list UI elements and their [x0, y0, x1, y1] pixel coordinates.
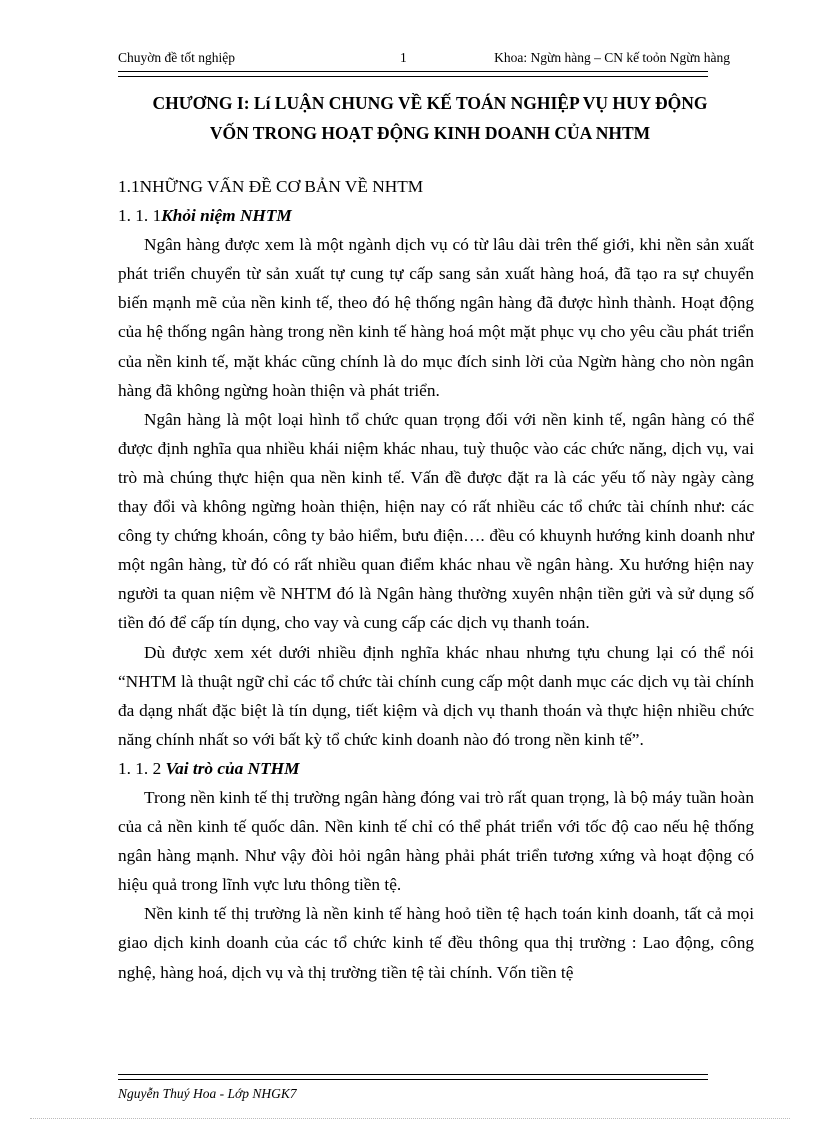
chapter-title-line2: VỐN TRONG HOẠT ĐỘNG KINH DOANH CỦA NHTM [209, 123, 651, 143]
subsection-heading-2 [118, 754, 754, 783]
header-divider [118, 71, 708, 77]
header-right: Khoa: Ngừn hàng – CN kế toỏn Ngừn hàng [494, 50, 730, 65]
page-footer: Nguyễn Thuý Hoa - Lớp NHGK7 [118, 1086, 297, 1101]
subsection-number: 1. 1. 2 [118, 758, 162, 778]
subsection-number: 1. 1. 1 [118, 206, 162, 226]
page-edge-dotted-line [30, 1118, 790, 1119]
paragraph: Ngân hàng được xem là một ngành dịch vụ có từ lâu dài trên thế giới, khi nền sản xuất phát triển chuyển từ sản xuất tự cung tự cấp sang sản xuất hàng hoá, đã tạo ra sự chuyển biến mạnh mẽ của nền kinh tế, theo đó hệ thống ngân hàng đã được hình thành. Hoạt động của hệ thống ngân hàng trong nền kinh tế hàng hoá một mặt phục vụ cho yêu cầu phát triển của nền kinh tế, mặt khác cũng chính là do mục đích sinh lời của Ngừn hàng cho nòn ngân hàng đã không ngừng hoàn thiện và phát triển. [118, 235, 754, 400]
chapter-title [100, 88, 760, 148]
subsection-title: Khỏi niệm NHTM [161, 206, 292, 226]
page-header [118, 50, 738, 68]
document-body [118, 172, 754, 987]
header-left: Chuyờn đề tốt nghiệp [118, 50, 236, 65]
paragraph: Dù được xem xét dưới nhiều định nghĩa khác nhau nhưng tựu chung lại có thể nói “NHTM là thuật ngữ chỉ các tổ chức tài chính cung cấp một danh mục các dịch vụ tài chính đa dạng nhất đặc biệt là tín dụng, tiết kiệm và dịch vụ thanh thoán và thực hiện nhiều chức năng chính nhất so với bất kỳ tổ chức kinh doanh nào đó trong nền kinh tế”. [118, 642, 754, 749]
paragraph: Nền kinh tế thị trường là nền kinh tế hàng hoỏ tiền tệ hạch toán kinh doanh, tất cả mọi giao dịch kinh doanh của các tổ chức kinh tế đều thông qua thị trường : Lao động, công nghệ, hàng hoá, dịch vụ và thị trường tiền tệ tài chính. Vốn tiền tệ [118, 904, 754, 982]
subsection-heading-1 [118, 201, 754, 230]
footer-divider [118, 1074, 708, 1080]
section-heading: 1.1NHỮNG VẤN ĐỀ CƠ BẢN VỀ NHTM [118, 177, 424, 196]
subsection-title: Vai trò của NTHM [165, 758, 300, 778]
paragraph: Ngân hàng là một loại hình tổ chức quan trọng đối với nền kinh tế, ngân hàng có thể được định nghĩa qua nhiều khái niệm khác nhau, tuỳ thuộc vào các chức năng, dịch vụ, vai trò mà chúng thực hiện qua nền kinh tế. Vấn đề được đặt ra là các yếu tố này ngày càng thay đổi và không ngừng hoàn thiện, hiện nay có rất nhiều các tổ chức tài chính như: các công ty chứng khoán, công ty bảo hiểm, bưu điện…. đều có khuynh hướng kinh doanh như một ngân hàng, từ đó có rất nhiều quan điểm khác nhau về ngân hàng. Xu hướng hiện nay người ta quan niệm về NHTM đó là Ngân hàng thường xuyên nhận tiền gửi và sử dụng số tiền đó để cấp tín dụng, cho vay và cung cấp các dịch vụ thanh toán. [118, 409, 754, 633]
chapter-title-line1: CHƯƠNG I: Lí LUẬN CHUNG VỀ KẾ TOÁN NGHIỆP VỤ HUY ĐỘNG [152, 93, 708, 113]
paragraph: Trong nền kinh tế thị trường ngân hàng đóng vai trò rất quan trọng, là bộ máy tuần hoàn của cả nền kinh tế quốc dân. Nền kinh tế chỉ có thể phát triển với tốc độ cao nếu hệ thống ngân hàng mạnh. Như vậy đòi hỏi ngân hàng phải phát triển tương xứng và hoạt động có hiệu quả trong lĩnh vực lưu thông tiền tệ. [118, 787, 754, 895]
page-number: 1 [400, 50, 407, 65]
